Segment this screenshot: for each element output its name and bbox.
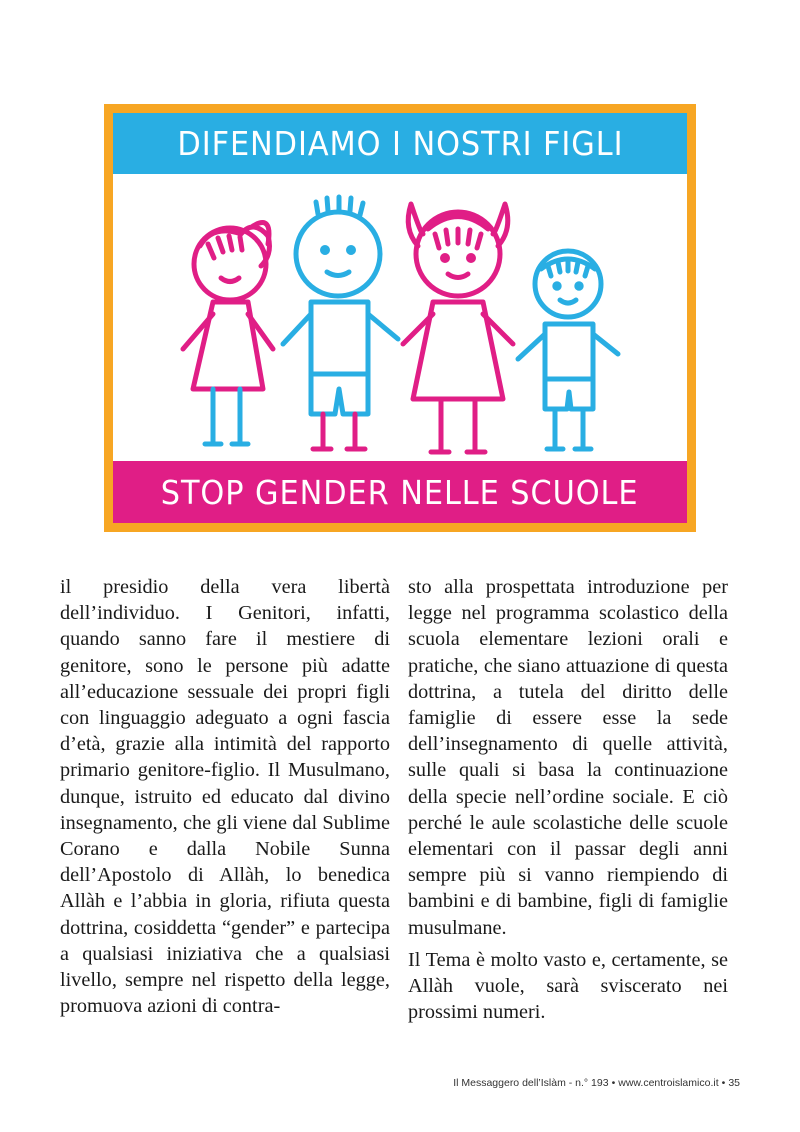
banner-image [113,113,687,523]
footer-separator: • [721,1077,726,1089]
article-column-left [60,574,390,1019]
article-paragraph: Il Tema è molto vasto e, certamente, se Allàh vuole, sarà sviscerato nei prossimi numeri. [408,948,728,1024]
page-footer [453,1077,740,1089]
article-column-right [408,574,728,1025]
article-paragraph: sto alla prospettata introduzione per legge nel programma scolastico della scuola elementare lezioni orali e pratiche, che siano attuazione di questa dottrina, a tutela del diritto delle famiglie di essere esse la sede dell’insegnamento di quelle attività, sulle quali si basa la continuazione della specie nell’ordine sociale. E ciò perché le aule scolastiche delle scuole elementari con il passar degli anni sempre più si vanno riempiendo di bambini e di bambine, figli di famiglie musulmane. [408,576,728,939]
boy-figure-left [283,197,398,414]
girl-figure-center [403,204,513,452]
banner-title-bottom: STOP GENDER NELLE SCUOLE [161,472,639,512]
boy-figure-right [518,251,618,449]
banner-title-top: DIFENDIAMO I NOSTRI FIGLI [176,124,624,163]
website-link[interactable]: www.centroislamico.it [618,1077,719,1089]
page-number: 35 [728,1077,740,1089]
banner-top-band [113,113,687,174]
footer-separator: • [611,1077,616,1089]
girl-figure-left [183,223,273,389]
article-paragraph: il presidio della vera libertà dell’individuo. I Genitori, infatti, quando sanno fare il mestiere di genitore, sono le persone più adatte all’educazione sessuale dei propri figli con linguaggio adeguato a ogni fascia d’età, grazie alla intimità del rapporto primario genitore-figlio. Il Musulmano, dunque, istruito ed educato dal divino insegnamento, che gli viene dal Sublime Corano e dalla Nobile Sunna dell’Apostolo di Allàh, lo benedica Allàh e l’abbia in gloria, rifiuta questa dottrina, cosiddetta “gender” e partecipa a qualsiasi iniziativa che a qualsiasi livello, sempre nel rispetto della legge, promuova azioni di contra- [60,576,390,1018]
children-illustration [113,174,687,461]
banner-frame [104,104,696,532]
banner-bottom-band [113,461,687,523]
magazine-issue: Il Messaggero dell’Islàm - n.° 193 [453,1077,609,1089]
